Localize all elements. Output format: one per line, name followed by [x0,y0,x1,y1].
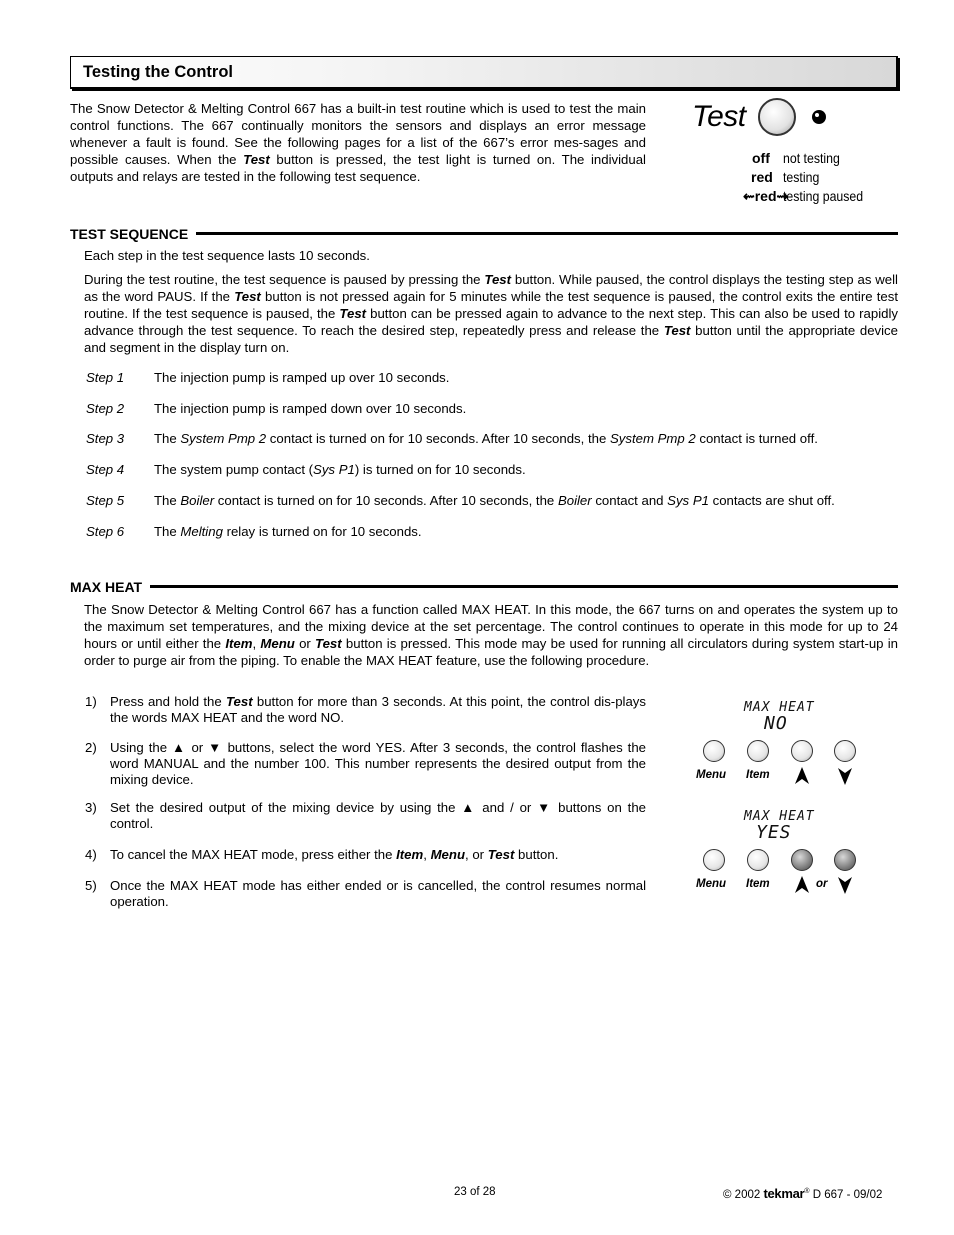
legend-key-off: off [752,150,770,166]
test-light-legend [692,96,892,208]
legend-value-off: not testing [783,150,840,166]
test-sequence-paragraph: During the test routine, the test sequence is paused by pressing the Test button. While paused, the control displays the testing step as well as the word PAUS. If the Test button is not pressed again for 5 minutes while the test sequence is paused, the control exits the entire test routine. If the test sequence is paused, the Test button can be pressed again to advance to the next step. This can also be used to rapidly advance through the test sequence. To reach the desired step, repeatedly press and release the Test button until the appropriate device and segment in the display turn on. [84,272,898,355]
legend-value-red: testing [783,169,820,185]
step-label: Step 3 [86,431,125,446]
step-label: Step 6 [86,524,125,539]
test-led-icon [812,110,826,124]
down-arrow-icon [836,766,854,786]
max-heat-paragraph: The Snow Detector & Melting Control 667 has a function called MAX HEAT. In this mode, the 667 turns on and operates the system up to the maximum set temperatures, and the mixing device at the set percentage. The control continues to operate in this mode for up to 24 hours or until either the Item, Menu or Test button is pressed. This mode may be used for running all circulators during system start-up in order to purge air from the piping. To enable the MAX HEAT feature, use the following procedure. [84,602,899,668]
test-sequence-intro: Each step in the test sequence lasts 10 seconds. [84,248,370,263]
legend-value-flashing-red: testing paused [783,188,864,204]
or-label: or [816,878,828,890]
lcd-line-max-heat: MAX HEAT [744,809,815,824]
intro-paragraph: The Snow Detector & Melting Control 667 has a built-in test routine which is used to test the main control functions. The 667 continually monitors the sensors and displays an error message whenever a fault is found. See the following pages for a list of the 667’s error mes-sages and possible causes. When the Test button is pressed, the test light is turned on. The individual outputs and relays are tested in the following test sequence. [70,101,646,184]
list-item: Once the MAX HEAT mode has either ended or is cancelled, the control resumes normal operation. [110,878,646,909]
item-button-label: Item [746,769,770,781]
item-button [747,740,769,762]
tekmar-logo: tekmar [763,1186,805,1201]
up-button [791,740,813,762]
step-text: The Melting relay is turned on for 10 seconds. [154,524,422,539]
up-button-pressed [791,849,813,871]
max-heat-rule [70,585,898,588]
step-text: The system pump contact (Sys P1) is turned on for 10 seconds. [154,462,526,477]
page-title: Testing the Control [83,63,234,81]
menu-button [703,740,725,762]
list-number: 1) [85,694,97,709]
test-label: Test [692,100,746,133]
up-arrow-icon [793,766,811,786]
max-heat-heading: MAX HEAT [70,579,150,595]
step-label: Step 5 [86,493,125,508]
down-button [834,740,856,762]
step-text: The Boiler contact is turned on for 10 seconds. After 10 seconds, the Boiler contact and Sys P1 contacts are shut off. [154,493,835,508]
item-button [747,849,769,871]
page-number: 23 of 28 [454,1186,496,1198]
legend-key-red: red [751,169,773,185]
list-number: 2) [85,740,97,755]
down-arrow-icon [836,875,854,895]
list-item: To cancel the MAX HEAT mode, press either the Item, Menu, or Test button. [110,847,559,862]
list-item: Using the ▲ or ▼ buttons, select the word YES. After 3 seconds, the control flashes the word MANUAL and the number 100. This number represents the desired output from the mixing device. [110,740,646,787]
lcd-line-yes: YES [756,822,792,843]
step-text: The System Pmp 2 contact is turned on for 10 seconds. After 10 seconds, the System Pmp 2 contact is turned off. [154,431,818,446]
step-label: Step 1 [86,370,125,385]
legend-key-flashing-red: ⇜red⇝ [743,188,789,204]
menu-button [703,849,725,871]
list-number: 3) [85,800,97,815]
test-button-illustration [758,98,796,136]
step-label: Step 4 [86,462,125,477]
step-text: The injection pump is ramped down over 10 seconds. [154,401,467,416]
test-sequence-heading: TEST SEQUENCE [70,226,196,242]
up-arrow-icon [793,875,811,895]
down-button-pressed [834,849,856,871]
lcd-line-max-heat: MAX HEAT [744,700,815,715]
menu-button-label: Menu [696,878,727,890]
list-number: 4) [85,847,97,862]
list-item: Set the desired output of the mixing device by using the ▲ and / or ▼ buttons on the control. [110,800,646,831]
step-label: Step 2 [86,401,125,416]
section-title-bar [70,56,898,89]
list-item: Press and hold the Test button for more than 3 seconds. At this point, the control dis-plays the words MAX HEAT and the word NO. [110,694,646,725]
step-text: The injection pump is ramped up over 10 seconds. [154,370,450,385]
lcd-line-no: NO [764,713,788,734]
item-button-label: Item [746,878,770,890]
list-number: 5) [85,878,97,893]
footer-copyright: © 2002 tekmar® D 667 - 09/02 [723,1186,883,1201]
menu-button-label: Menu [696,769,727,781]
